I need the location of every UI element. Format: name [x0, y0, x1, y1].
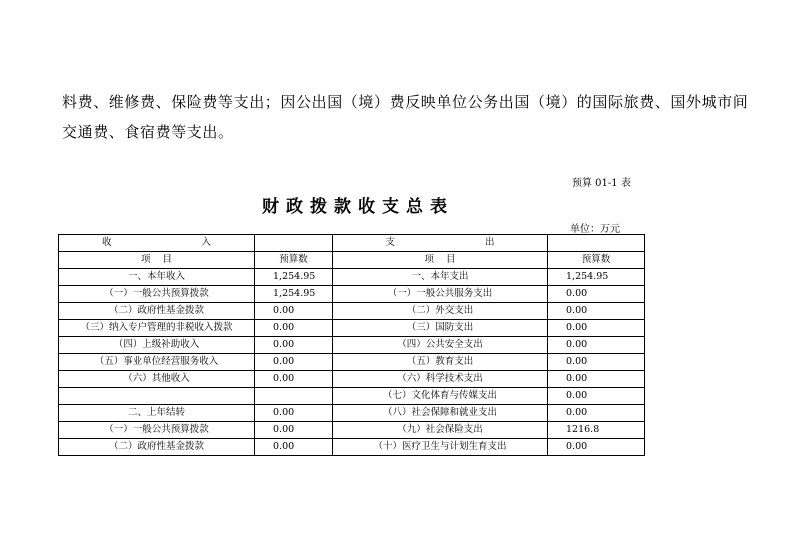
expense-item-cell: （七）文化体育与传媒支出 [333, 388, 548, 405]
table-row [59, 405, 645, 422]
table-row [59, 422, 645, 439]
income-item-cell: （一）一般公共预算拨款 [59, 422, 255, 439]
header-row-columns [59, 252, 645, 269]
income-value-cell: 1,254.95 [255, 286, 333, 303]
income-value-cell [255, 388, 333, 405]
income-value-cell: 0.00 [255, 371, 333, 388]
table-row [59, 388, 645, 405]
expense-value-cell: 1,254.95 [548, 269, 645, 286]
income-item-cell: （一）一般公共预算拨款 [59, 286, 255, 303]
income-value-cell: 0.00 [255, 405, 333, 422]
expense-item-cell: （二）外交支出 [333, 303, 548, 320]
income-item-cell: 二、上年结转 [59, 405, 255, 422]
expense-value-cell: 0.00 [548, 337, 645, 354]
table-row [59, 371, 645, 388]
expense-item-cell: （八）社会保障和就业支出 [333, 405, 548, 422]
expense-header-blank [548, 235, 645, 252]
expense-value-cell: 0.00 [548, 371, 645, 388]
expense-header [333, 235, 548, 252]
expense-item-cell: （一）一般公共服务支出 [333, 286, 548, 303]
income-header [59, 235, 255, 252]
income-budget-header: 预算数 [255, 252, 333, 269]
table-row [59, 303, 645, 320]
expense-value-cell: 0.00 [548, 354, 645, 371]
expense-item-header: 项 目 [333, 252, 548, 269]
table-body [59, 269, 645, 456]
income-header-a: 收 [101, 237, 112, 248]
finance-table [58, 234, 645, 456]
income-item-cell: （三）纳入专户管理的非税收入拨款 [59, 320, 255, 337]
expense-item-cell: （十）医疗卫生与计划生育支出 [333, 439, 548, 456]
expense-item-cell: （四）公共安全支出 [333, 337, 548, 354]
expense-header-b: 出 [485, 237, 495, 248]
income-item-cell: （六）其他收入 [59, 371, 255, 388]
income-value-cell: 0.00 [255, 320, 333, 337]
income-item-header: 项 目 [59, 252, 255, 269]
paragraph-line-2: 交通费、食宿费等支出。 [62, 123, 234, 141]
income-item-cell [59, 388, 255, 405]
expense-item-cell: （六）科学技术支出 [333, 371, 548, 388]
expense-value-cell: 0.00 [548, 388, 645, 405]
expense-item-cell: （三）国防支出 [333, 320, 548, 337]
paragraph-line-1: 料费、维修费、保险费等支出；因公出国（境）费反映单位公务出国（境）的国际旅费、国外城市间 [62, 93, 749, 111]
table-code: 预算 01-1 表 [572, 178, 631, 189]
expense-header-a: 支 [385, 237, 395, 248]
income-item-cell: （五）事业单位经营服务收入 [59, 354, 255, 371]
unit-label: 单位：万元 [570, 224, 620, 235]
income-item-cell: （二）政府性基金拨款 [59, 303, 255, 320]
table-row [59, 269, 645, 286]
income-value-cell: 0.00 [255, 303, 333, 320]
table-row [59, 354, 645, 371]
expense-value-cell: 0.00 [548, 303, 645, 320]
expense-value-cell: 0.00 [548, 286, 645, 303]
income-value-cell: 1,254.95 [255, 269, 333, 286]
income-item-cell: （二）政府性基金拨款 [59, 439, 255, 456]
table-row [59, 286, 645, 303]
expense-budget-header: 预算数 [548, 252, 645, 269]
income-header-b: 入 [201, 237, 212, 248]
table-row [59, 320, 645, 337]
expense-value-cell: 0.00 [548, 405, 645, 422]
income-value-cell: 0.00 [255, 354, 333, 371]
header-row-group [59, 235, 645, 252]
expense-value-cell: 0.00 [548, 439, 645, 456]
income-item-cell: 一、本年收入 [59, 269, 255, 286]
expense-value-cell: 1216.8 [548, 422, 645, 439]
table-row [59, 337, 645, 354]
income-item-cell: （四）上级补助收入 [59, 337, 255, 354]
income-header-blank [255, 235, 333, 252]
expense-item-cell: 一、本年支出 [333, 269, 548, 286]
expense-item-cell: （五）教育支出 [333, 354, 548, 371]
expense-item-cell: （九）社会保险支出 [333, 422, 548, 439]
table-title: 财政拨款收支总表 [262, 197, 454, 217]
expense-value-cell: 0.00 [548, 320, 645, 337]
income-value-cell: 0.00 [255, 439, 333, 456]
income-value-cell: 0.00 [255, 422, 333, 439]
income-value-cell: 0.00 [255, 337, 333, 354]
table-row [59, 439, 645, 456]
